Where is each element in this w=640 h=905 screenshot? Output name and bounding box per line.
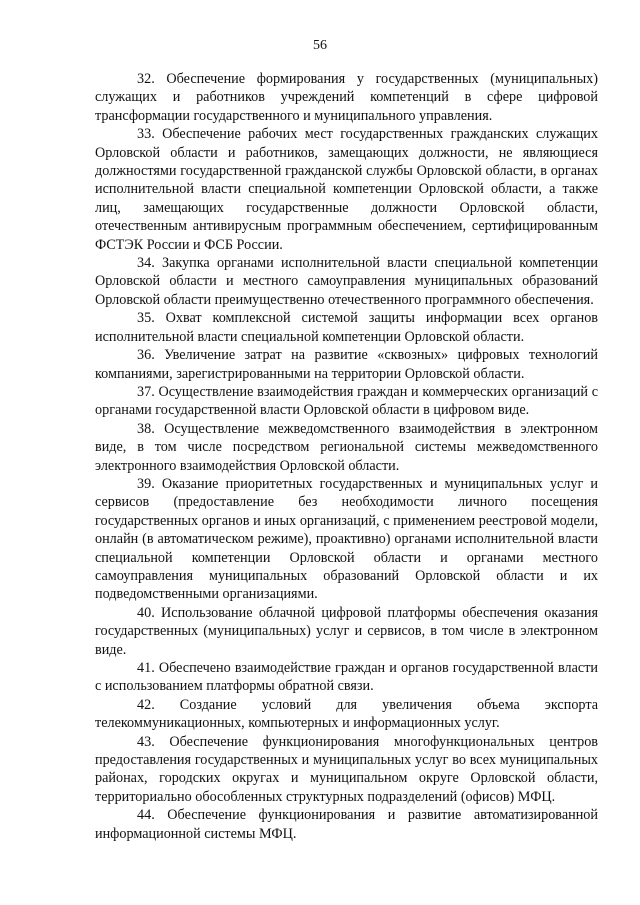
paragraph-39: 39. Оказание приоритетных государственных и муниципальных услуг и сервисов (предоставление без необходимости личного посещения государственных органов и иных организаций, с применением реестровой модели, онлайн (в автоматическом режиме), проактивно) органами исполнительной власти специальной компетенции Орловской области и органами местного самоуправления муниципальных образований Орловской области и их подведомственными организациями.	[95, 475, 598, 603]
paragraph-34: 34. Закупка органами исполнительной власти специальной компетенции Орловской области и местного самоуправления муниципальных образований Орловской области преимущественно отечественного программного обеспечения.	[95, 255, 598, 308]
paragraph-35: 35. Охват комплексной системой защиты информации всех органов исполнительной власти специальной компетенции Орловской области.	[95, 310, 598, 345]
paragraph-37: 37. Осуществление взаимодействия граждан и коммерческих организаций с органами государственной власти Орловской области в цифровом виде.	[95, 383, 598, 419]
paragraph-33: 33. Обеспечение рабочих мест государственных гражданских служащих Орловской области и работников, замещающих должности, не являющиеся должностями государственной гражданской службы Орловской области, в органах исполнительной власти специальной компетенции Орловской области, а также лиц, замещающих государственные должности Орловской области, отечественным антивирусным программным обеспечением, сертифицированным ФСТЭК России и ФСБ России.	[95, 126, 598, 253]
paragraph-41: 41. Обеспечено взаимодействие граждан и органов государственной власти с использованием платформы обратной связи.	[95, 660, 598, 695]
paragraph-42: 42. Создание условий для увеличения объема экспорта телекоммуникационных, компьютерных и информационных услуг.	[95, 696, 598, 732]
paragraph-36: 36. Увеличение затрат на развитие «сквозных» цифровых технологий компаниями, зарегистрированными на территории Орловской области.	[95, 347, 598, 382]
page-number: 56	[313, 38, 327, 53]
paragraph-38: 38. Осуществление межведомственного взаимодействия в электронном виде, в том числе посредством региональной системы межведомственного электронного взаимодействия Орловской области.	[95, 420, 598, 474]
paragraph-40: 40. Использование облачной цифровой платформы обеспечения оказания государственных (муниципальных) услуг и сервисов, в том числе в электронном виде.	[95, 604, 598, 658]
paragraph-44: 44. Обеспечение функционирования и развитие автоматизированной информационной системы МФЦ.	[95, 807, 598, 842]
paragraph-43: 43. Обеспечение функционирования многофункциональных центров предоставления государственных и муниципальных услуг во всех муниципальных районах, городских округах и муниципальном округе Орловской области, территориально обособленных структурных подразделений (офисов) МФЦ.	[95, 733, 598, 805]
paragraph-32: 32. Обеспечение формирования у государственных (муниципальных) служащих и работников учреждений компетенций в сфере цифровой трансформации государственного и муниципального управления.	[95, 71, 598, 124]
document-body	[95, 70, 598, 843]
